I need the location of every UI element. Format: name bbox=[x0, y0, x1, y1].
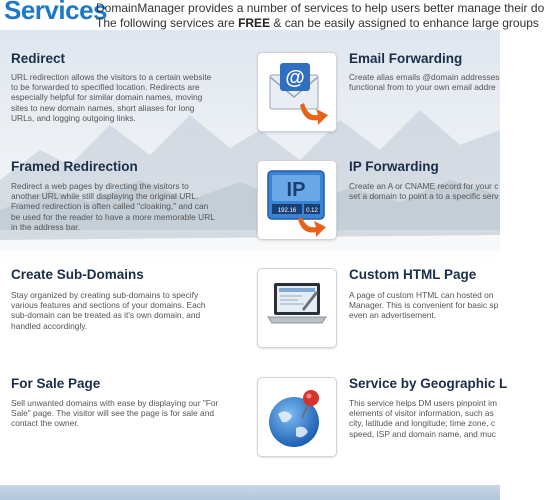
desc-line: Create an A or CNAME record for your c bbox=[349, 181, 499, 191]
service-desc-create-sub-domains: Stay organized by creating sub-domains to specify various features and sections of your domains. Each sub-domain can be treated as it's own domain, and handled accordingly. bbox=[11, 290, 206, 331]
desc-line: A page of custom HTML can hosted on bbox=[349, 290, 494, 300]
laptop-icon bbox=[258, 269, 336, 347]
custom-html-icon-box[interactable] bbox=[257, 268, 337, 348]
desc-line: city, latitude and longitude; time zone, c bbox=[349, 418, 496, 429]
ip-forwarding-icon-box[interactable] bbox=[257, 160, 337, 240]
email-icon bbox=[258, 53, 336, 131]
service-desc-custom-html-page bbox=[349, 290, 500, 321]
desc-line: This service helps DM users pinpoint im bbox=[349, 398, 498, 408]
service-title-email-forwarding[interactable]: Email Forwarding bbox=[349, 51, 463, 66]
service-title-for-sale-page[interactable]: For Sale Page bbox=[11, 376, 101, 391]
footer-bar bbox=[0, 485, 500, 500]
service-desc-for-sale-page: Sell unwanted domains with ease by displaying our "For Sale" page. The visitor will see the page is for sale and contact the owner. bbox=[11, 398, 219, 429]
desc-line: Manager. This is convenient for basic sp bbox=[349, 300, 499, 311]
desc-line: speed, ISP and domain name, and muc bbox=[349, 428, 496, 439]
service-title-redirect[interactable]: Redirect bbox=[11, 51, 66, 66]
intro-text bbox=[96, 1, 544, 31]
email-forwarding-icon-box[interactable] bbox=[257, 52, 337, 132]
ip-icon-label: IP bbox=[286, 179, 306, 201]
intro-line-2-pre: The following services are bbox=[96, 16, 239, 30]
intro-line-1: DomainManager provides a number of services to help users better manage their do bbox=[96, 1, 544, 15]
service-desc-email-forwarding bbox=[349, 72, 500, 92]
geographic-icon-box[interactable] bbox=[257, 377, 337, 457]
svg-text:@: @ bbox=[285, 67, 305, 89]
desc-line: functional from to your own email addre bbox=[349, 82, 496, 93]
desc-line: elements of visitor information, such as bbox=[349, 408, 494, 419]
ip-icon bbox=[258, 161, 336, 239]
service-title-ip-forwarding[interactable]: IP Forwarding bbox=[349, 159, 439, 174]
service-desc-framed-redirection: Redirect a web pages by directing the visitors to another URL while still displaying the original URL. Framed redirection is often called "cloaking," and can be used for the reader to have a more memorable URL in the address bar. bbox=[11, 181, 215, 232]
service-desc-redirect: URL redirection allows the visitors to a certain website to be forwarded to specified location. Redirects are especially helpful for similar domain names, moving sites to new domain names, short aliases for long URLs, and logging outgoing links. bbox=[11, 72, 212, 123]
intro-line-2 bbox=[96, 16, 539, 31]
intro-line-2-post: & can be easily assigned to enhance large groups bbox=[270, 16, 539, 30]
desc-line: set a domain to point a to a specific serv bbox=[349, 191, 499, 202]
service-title-geographic[interactable]: Service by Geographic L bbox=[349, 376, 508, 391]
service-title-framed-redirection[interactable]: Framed Redirection bbox=[11, 159, 138, 174]
service-title-custom-html-page[interactable]: Custom HTML Page bbox=[349, 267, 477, 282]
globe-pin-icon bbox=[258, 378, 336, 456]
service-desc-geographic bbox=[349, 398, 500, 439]
desc-line: even an advertisement. bbox=[349, 310, 437, 321]
ip-icon-address-left: 192.16 bbox=[277, 208, 297, 214]
services-logo: Services bbox=[4, 0, 107, 25]
service-desc-ip-forwarding bbox=[349, 181, 500, 201]
desc-line: Create alias emails @domain addresses bbox=[349, 72, 500, 82]
free-label: FREE bbox=[238, 16, 271, 30]
ip-icon-address-right: 0.12 bbox=[306, 208, 318, 214]
service-title-create-sub-domains[interactable]: Create Sub-Domains bbox=[11, 267, 144, 282]
